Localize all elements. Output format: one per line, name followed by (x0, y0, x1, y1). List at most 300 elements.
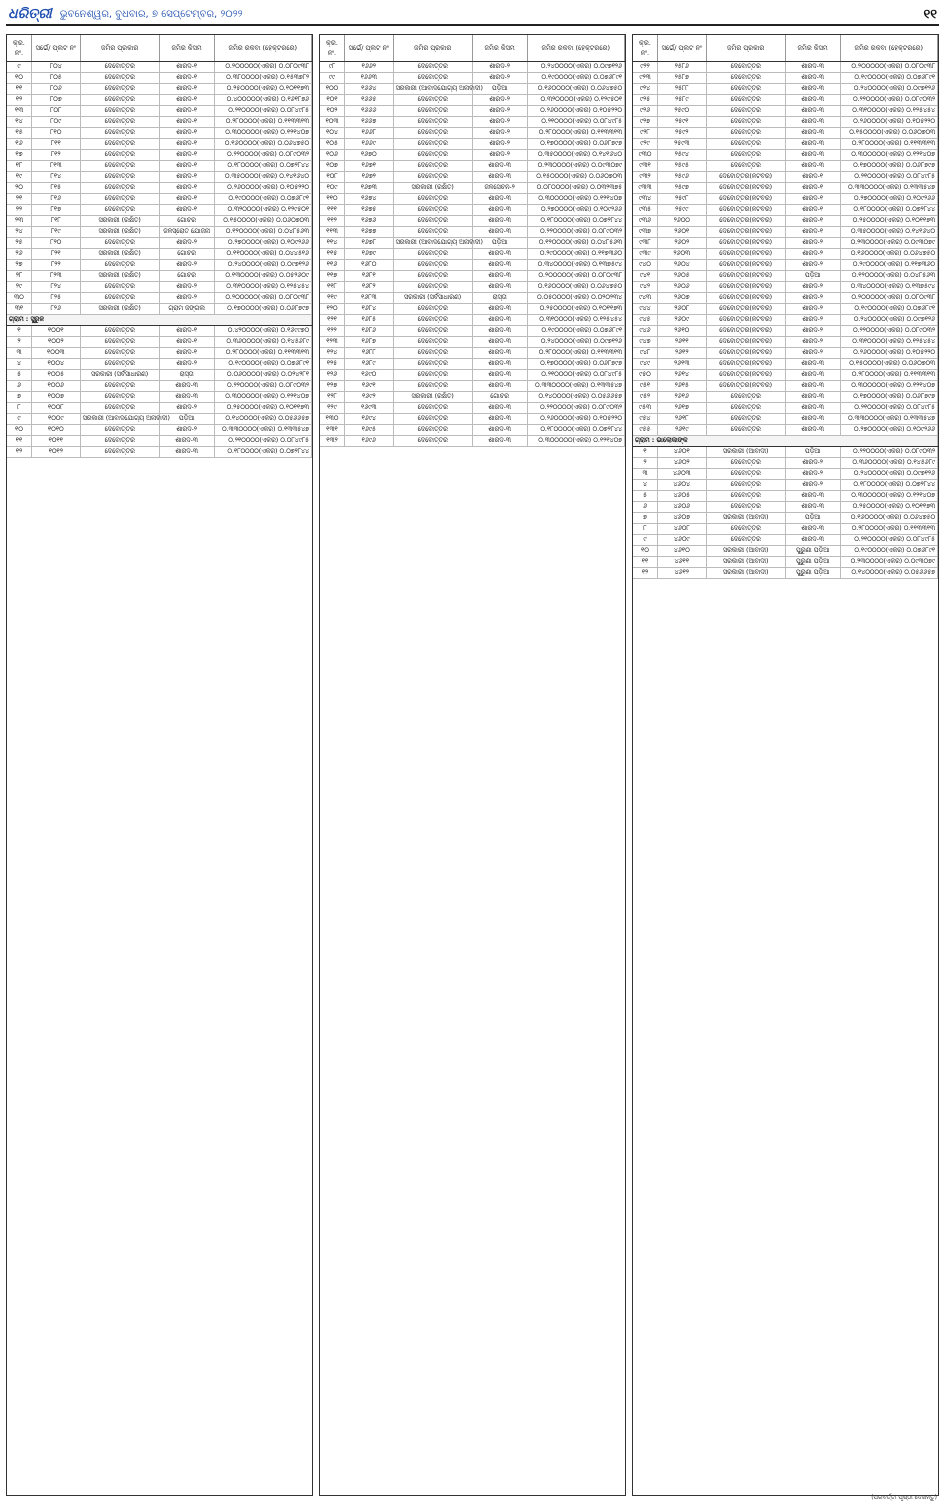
land-class: ଶାରଦ-୩ (785, 403, 840, 414)
area-acre: ୦.୨୧୦୦୦୦(ଏକର) (541, 118, 592, 125)
table-row (633, 117, 938, 128)
area-hectare: ୦.୧୨୫୪୫୪ (906, 107, 935, 114)
land-type: ଦେବୋତ୍ତର(ନଟବର) (706, 282, 785, 293)
plot-number: ୧୬୮୦ (344, 260, 393, 271)
plot-number: ୨୬୧୫ (657, 381, 706, 392)
area-acre: ୦.୨୬୦୦୦୦(ଏକର) (540, 107, 591, 114)
land-area (840, 172, 937, 183)
serial-number: ୯୩୯ (633, 249, 657, 260)
land-area (214, 359, 311, 370)
plot-number: ୧୦୦୫ (31, 370, 80, 381)
area-hectare: ୦.୧୦୯୨୬୬ (593, 206, 622, 213)
table-row (320, 359, 625, 370)
land-type: ସରକାରୀ (ଆବାଦଯୋଗ୍ୟ ଅନାବାଦୀ) (393, 238, 472, 249)
land-area (214, 447, 311, 458)
land-area (840, 304, 937, 315)
area-hectare: ୦.୦୬୪୭୫୦ (277, 140, 309, 147)
land-type: ଦେବୋତ୍ତର(ନଟବର) (706, 216, 785, 227)
land-class: ଶାରଦ-୩ (785, 359, 840, 370)
area-hectare: ୦.୦୯୭୧୨୬ (906, 316, 935, 323)
serial-number: ୯୨୪ (633, 84, 657, 95)
area-hectare: ୦.୦୬୪୭୫୦ (590, 85, 622, 92)
area-hectare: ୦.୦୭୬୮୯୧ (593, 74, 622, 81)
land-area (840, 480, 937, 491)
area-hectare: ୦.୦୭୨୮୪୪ (279, 448, 309, 455)
plot-number: ୪୬୧୨ (657, 568, 706, 579)
serial-number: ୨୪ (7, 227, 31, 238)
table-row (320, 106, 625, 117)
land-area (214, 260, 311, 271)
land-type: ଦେବୋତ୍ତର (393, 205, 472, 216)
plot-number: ୧୬୬୮ (344, 128, 393, 139)
land-area (840, 326, 937, 337)
plot-number: ୨୫୮୭ (657, 73, 706, 84)
area-acre: ୦.୨୬୦୦୦୦(ଏକର) (853, 118, 904, 125)
plot-number: ୨୫୯୨ (657, 128, 706, 139)
plot-number: ୮୦୫ (31, 73, 80, 84)
table-row (7, 216, 312, 227)
land-type: ଦେବୋତ୍ତର (80, 183, 159, 194)
plot-number: ୧୬୯୫ (344, 425, 393, 436)
land-area (214, 172, 311, 183)
serial-number: ୧୦୬ (320, 150, 344, 161)
area-acre: ୦.୦୮୦୦୦୦(ଏକର) (536, 184, 589, 191)
table-row (633, 227, 938, 238)
area-acre: ୦.୨୮୦୦୦୦(ଏକର) (538, 349, 589, 356)
table-row (633, 568, 938, 579)
land-class: ପୁରୁଣା ପଡ଼ିଆ (785, 557, 840, 568)
column-header: ସର୍ଭେ/ ପ୍ଲଟ ନଂ (657, 35, 706, 62)
land-area (214, 216, 311, 227)
plot-number: ୨୬୧୮ (657, 414, 706, 425)
area-hectare: ୦.୧୦୧୧୭୩ (592, 305, 622, 312)
land-area (214, 84, 311, 95)
area-hectare: ୦.୦୩୨୩୭୫ (590, 184, 622, 191)
table-row (7, 304, 312, 315)
land-type: ଦେବୋତ୍ତର (393, 95, 472, 106)
area-hectare: ୦.୦୮୯୦୩୨ (278, 151, 309, 158)
table-row (7, 62, 312, 73)
land-area (840, 513, 937, 524)
serial-number: ୪ (633, 480, 657, 491)
land-type: ଦେବୋତ୍ତର (80, 139, 159, 150)
serial-number: ୯ (7, 414, 31, 425)
plot-number: ୨୬୧୧ (657, 337, 706, 348)
table-row (633, 260, 938, 271)
land-area (214, 392, 311, 403)
land-area (840, 392, 937, 403)
area-acre: ୦.୨୨୦୦୦୦(ଏକର) (226, 151, 277, 158)
plot-number: ୧୬୯୬ (344, 436, 393, 447)
serial-number: ୧୭ (7, 150, 31, 161)
area-hectare: ୦.୧୦୫୨୨୦ (592, 107, 622, 114)
land-type: ସରକାରୀ (ସର୍ବସାଧାରଣ) (393, 293, 472, 304)
table-row (633, 304, 938, 315)
land-type: ଦେବୋତ୍ତର(ନଟବର) (706, 304, 785, 315)
land-class: ଶାରଦ-୩ (472, 271, 527, 282)
land-type: ସରକାରୀ (ରକ୍ଷିତ) (80, 216, 159, 227)
serial-number: ୯୨୭ (633, 117, 657, 128)
area-acre: ୦.୨୦୦୦୦୦(ଏକର) (225, 294, 277, 301)
plot-number: ୨୬୦୯ (657, 315, 706, 326)
land-area (214, 95, 311, 106)
plot-number: ୧୬୭୯ (344, 249, 393, 260)
land-area (214, 227, 311, 238)
area-hectare: ୦.୦୬୦୭୦୩ (902, 360, 935, 367)
table-row (633, 139, 938, 150)
column-header: ଜମିର କିସମ (159, 35, 214, 62)
land-type: ସରକାରୀ (ରକ୍ଷିତ) (80, 227, 159, 238)
column-header: କ୍ର. ନଂ. (7, 35, 31, 62)
serial-number: ୯୯ (320, 73, 344, 84)
land-class: ଶାରଦ-୧ (159, 106, 214, 117)
area-hectare: ୦.୧୧୩୩୧୩ (277, 349, 309, 356)
serial-number: ୯୨୫ (633, 95, 657, 106)
land-class: ପଡ଼ିଆ (472, 84, 527, 95)
serial-number: ୫ (633, 491, 657, 502)
area-acre: ୦.୨୪୦୦୦୦(ଏକର) (227, 261, 279, 268)
area-acre: ୦.୩୧୦୦୦୦(ଏକର) (852, 107, 905, 114)
land-class: ଶାରଦ-୨ (472, 150, 527, 161)
land-area (527, 315, 624, 326)
serial-number: ୧ (633, 447, 657, 458)
area-acre: ୦.୧୯୦୦୦୦(ଏକର) (541, 74, 592, 81)
land-type: ସରକାରୀ (ରକ୍ଷିତ) (80, 249, 159, 260)
land-class: ଶାରଦ-୨ (472, 95, 527, 106)
page-number: ୧୧ (923, 6, 937, 22)
land-type: ଦେବୋତ୍ତର (393, 359, 472, 370)
area-acre: ୦.୩୧୦୦୦୦(ଏକର) (852, 338, 905, 345)
area-hectare: ୦.୦୮୪୯୮୫ (906, 536, 935, 543)
land-type: ଦେବୋତ୍ତର(ନଟବର) (706, 238, 785, 249)
land-type: ଦେବୋତ୍ତର (80, 359, 159, 370)
serial-number: ୧୦୭ (320, 161, 344, 172)
area-acre: ୦.୩୮୦୦୦୦(ଏକର) (226, 74, 278, 81)
area-hectare: ୦.୦୯୩୦୭୯ (904, 239, 935, 246)
land-class: ଶାରଦ-୩ (785, 491, 840, 502)
land-class: ଶାରଦ-୨ (785, 260, 840, 271)
plot-number: ୮୨୩ (31, 271, 80, 282)
table-row (633, 161, 938, 172)
land-area (840, 150, 937, 161)
land-area (214, 106, 311, 117)
serial-number: ୧୦୨ (320, 106, 344, 117)
plot-number: ୪୬୦୩ (657, 469, 706, 480)
plot-number: ୧୦୦୬ (31, 381, 80, 392)
land-area (527, 425, 624, 436)
serial-number: ୯୩୨ (633, 172, 657, 183)
serial-number: ୯୩୦ (633, 150, 657, 161)
plot-number: ୪୬୦୮ (657, 524, 706, 535)
land-table-2 (320, 35, 625, 447)
plot-number: ୧୬୯୧ (344, 381, 393, 392)
plot-number: ୧୬୭୭ (344, 227, 393, 238)
table-row (633, 458, 938, 469)
area-hectare: ୦.୦୬୪୭୫୦ (903, 250, 935, 257)
area-acre: ୦.୨୪୦୦୦୦(ଏକର) (540, 63, 592, 70)
area-hectare: ୦.୧୧୭୩୬୦ (591, 250, 622, 257)
land-area (214, 381, 311, 392)
area-hectare: ୦.୧୪୫୬୮୯ (906, 459, 935, 466)
land-area (214, 414, 311, 425)
land-type: ଦେବୋତ୍ତର (706, 458, 785, 469)
area-acre: ୦.୧୩୦୦୦୦(ଏକର) (225, 272, 278, 279)
plot-number: ୨୬୧୭ (657, 403, 706, 414)
serial-number: ୧୦୪ (320, 128, 344, 139)
plot-number: ୮୧୬ (31, 194, 80, 205)
plot-number: ୧୦୦୧ (31, 326, 80, 337)
area-hectare: ୦.୦୮୯୦୩୨ (904, 327, 935, 334)
area-acre: ୦.୨୫୦୦୦୦(ଏକର) (852, 217, 904, 224)
land-type: ଦେବୋତ୍ତର (80, 238, 159, 249)
land-area (527, 62, 624, 73)
serial-number: ୧୨୯ (320, 403, 344, 414)
table-row (7, 414, 312, 425)
area-acre: ୦.୧୫୦୦୦୦(ଏକର) (536, 173, 587, 180)
serial-number: ୪ (7, 359, 31, 370)
land-type: ଦେବୋତ୍ତର (706, 95, 785, 106)
table-row (320, 249, 625, 260)
area-hectare: ୦.୦୪୮୫୬୩ (277, 228, 309, 235)
land-class: ଶାରଦ-୩ (159, 447, 214, 458)
land-type: ଦେବୋତ୍ତର(ନଟବର) (706, 315, 785, 326)
table-row (7, 84, 312, 95)
serial-number: ୧୨ (7, 447, 31, 458)
land-type: ଦେବୋତ୍ତର (393, 282, 472, 293)
serial-number: ୧୧ (633, 557, 657, 568)
land-area (840, 194, 937, 205)
land-area (840, 227, 937, 238)
area-hectare: ୦.୦୯୭୧୨୬ (280, 261, 309, 268)
area-hectare: ୦.୦୮୪୯୮୫ (280, 107, 309, 114)
serial-number: ୧୩୨ (320, 436, 344, 447)
area-hectare: ୦.୦୯୭୧୨୬ (906, 470, 935, 477)
serial-number: ୭ (633, 513, 657, 524)
serial-number: ୯୮ (320, 62, 344, 73)
land-type: ଦେବୋତ୍ତର (706, 480, 785, 491)
plot-number: ୨୬୧୦ (657, 326, 706, 337)
column-2 (319, 34, 626, 1496)
land-area (214, 238, 311, 249)
land-class: ଶାରଦ-୨ (785, 326, 840, 337)
land-type: ଦେବୋତ୍ତର (393, 216, 472, 227)
serial-number: ୧୨୪ (320, 348, 344, 359)
table-row (633, 326, 938, 337)
plot-number: ୧୬୭୧ (344, 161, 393, 172)
area-acre: ୦.୨୬୦୦୦୦(ଏକର) (227, 184, 278, 191)
area-hectare: ୦.୧୩୩୫୪୭ (590, 382, 622, 389)
table-row (320, 194, 625, 205)
area-hectare: ୦.୦୪୪୫୧୬ (278, 250, 309, 257)
land-type: ଦେବୋତ୍ତର (80, 73, 159, 84)
table-row (633, 403, 938, 414)
plot-number: ୨୬୦୬ (657, 282, 706, 293)
serial-number: ୯୩୫ (633, 205, 657, 216)
area-acre: ୦.୨୫୦୦୦୦(ଏକର) (226, 404, 278, 411)
land-class: ଶାରଦ-୨ (785, 315, 840, 326)
table-row (320, 348, 625, 359)
plot-number: ୧୬୮୯ (344, 359, 393, 370)
area-hectare: ୦.୧୨୫୪୫୪ (280, 283, 309, 290)
area-hectare: ୦.୧୪୧୬୪୦ (592, 151, 622, 158)
table-row (7, 227, 312, 238)
table-row (7, 282, 312, 293)
plot-number: ୧୬୭୨ (344, 172, 393, 183)
area-hectare: ୦.୧୦୯୨୬୬ (280, 239, 309, 246)
area-acre: ୦.୨୨୦୦୦୦(ଏକର) (852, 96, 903, 103)
plot-number: ୧୬୮୮ (344, 348, 393, 359)
table-row (7, 238, 312, 249)
area-hectare: ୦.୦୭୨୮୪୪ (279, 162, 309, 169)
land-type: ଦେବୋତ୍ତର (706, 502, 785, 513)
table-row (7, 194, 312, 205)
area-hectare: ୦.୧୦୫୨୨୦ (905, 349, 935, 356)
land-type: ଦେବୋତ୍ତର (80, 260, 159, 271)
plot-number: ୮୦୭ (31, 95, 80, 106)
plot-number: ୨୫୯୮ (657, 194, 706, 205)
area-hectare: ୦.୧୦୧୧୭୩ (905, 503, 935, 510)
brand-logo: ଧରିତ୍ରୀ (8, 6, 52, 22)
plot-number: ୪୬୦୫ (657, 491, 706, 502)
land-type: ଦେବୋତ୍ତର (706, 524, 785, 535)
serial-number: ୯୪୭ (633, 337, 657, 348)
land-type: ଦେବୋତ୍ତର (80, 95, 159, 106)
land-type: ଦେବୋତ୍ତର (393, 348, 472, 359)
land-type: ଦେବୋତ୍ତର (393, 414, 472, 425)
table-row (633, 73, 938, 84)
column-header: ସର୍ଭେ/ ପ୍ଲଟ ନଂ (31, 35, 80, 62)
plot-number: ୧୬୮୭ (344, 337, 393, 348)
serial-number: ୯୪୧ (633, 271, 657, 282)
area-hectare: ୦.୧୫୩୭୮୨ (280, 74, 309, 81)
land-class: ଶାରଦ-୩ (159, 381, 214, 392)
area-acre: ୦.୧୫୦୦୦୦(ଏକର) (849, 360, 900, 367)
table-row (320, 62, 625, 73)
table-row (633, 128, 938, 139)
area-hectare: ୦.୧୦୯୨୬୬ (906, 195, 935, 202)
land-class: ଶାରଦ-୩ (472, 205, 527, 216)
land-class: ଶାରଦ-୩ (472, 260, 527, 271)
land-type: ଦେବୋତ୍ତର (80, 348, 159, 359)
land-type: ଦେବୋତ୍ତର (80, 84, 159, 95)
land-type: ଦେବୋତ୍ତର (80, 337, 159, 348)
land-area (214, 62, 311, 73)
land-class: ଶାରଦ-୩ (472, 194, 527, 205)
area-hectare: ୦.୦୬୮୭୯୭ (905, 162, 935, 169)
serial-number: ୨୧ (7, 194, 31, 205)
area-hectare: ୦.୦୬୮୭୯୭ (279, 305, 309, 312)
land-class: ଶାରଦ-୩ (472, 227, 527, 238)
plot-number: ୮୦୯ (31, 117, 80, 128)
table-row (320, 205, 625, 216)
table-row (320, 293, 625, 304)
plot-number: ୧୬୬୨ (344, 62, 393, 73)
serial-number: ୧୨୫ (320, 359, 344, 370)
table-row (7, 348, 312, 359)
serial-number: ୧୨ (633, 568, 657, 579)
land-type: ଦେବୋତ୍ତର (706, 128, 785, 139)
land-area (840, 414, 937, 425)
land-type: ଦେବୋତ୍ତର(ନଟବର) (706, 348, 785, 359)
table-row (7, 117, 312, 128)
serial-number: ୯୪୯ (633, 359, 657, 370)
column-1 (6, 34, 313, 1496)
serial-number: ୧୨୧ (320, 315, 344, 326)
serial-number: ୯୨୬ (633, 106, 657, 117)
serial-number: ୧୬ (7, 139, 31, 150)
table-row (7, 403, 312, 414)
area-acre: ୦.୩୦୦୦୦୦(ଏକର) (851, 492, 905, 499)
table-row (633, 84, 938, 95)
land-class: ପଡ଼ିଆ (785, 513, 840, 524)
land-class: ଶାରଦ-୩ (785, 381, 840, 392)
area-hectare: ୦.୦୮୯୦୩୨ (591, 228, 622, 235)
serial-number: ୨ (7, 337, 31, 348)
land-type: ଦେବୋତ୍ତର (393, 73, 472, 84)
land-class: ଗୋଚର (472, 392, 527, 403)
plot-number: ୮୧୧ (31, 139, 80, 150)
land-class: ଜଳସ୍ରୋତ ଯୋଜନା (159, 227, 214, 238)
area-hectare: ୦.୧୦୧୧୭୩ (905, 217, 935, 224)
land-type: ଦେବୋତ୍ତର (706, 117, 785, 128)
area-acre: ୦.୧୯୦୦୦୦(ଏକର) (541, 327, 592, 334)
land-area (214, 249, 311, 260)
table-row (633, 425, 938, 436)
table-row (633, 469, 938, 480)
land-area (527, 172, 624, 183)
table-row (320, 161, 625, 172)
area-hectare: ୦.୦୬୪୭୫୦ (903, 514, 935, 521)
serial-number: ୯୫୧ (633, 381, 657, 392)
area-hectare: ୦.୦୮୦୯୩୮ (278, 294, 309, 301)
area-acre: ୦.୨୭୦୦୦୦(ଏକର) (853, 195, 905, 202)
column-header: ଜମିର ରକବା (ହେକ୍ଟରରେ) (527, 35, 624, 62)
serial-number: ୧୦୩ (320, 117, 344, 128)
plot-number: ୨୬୧୪ (657, 370, 706, 381)
land-area (840, 458, 937, 469)
land-class: ଶାରଦ-୨ (785, 238, 840, 249)
area-hectare: ୦.୧୩୩୫୪୭ (277, 426, 309, 433)
plot-number: ୧୬୯୦ (344, 370, 393, 381)
table-row (633, 524, 938, 535)
table-row (633, 106, 938, 117)
area-acre: ୦.୦୫୦୦୦୦(ଏକର) (536, 294, 590, 301)
land-class: ଶାରଦ-୧ (785, 227, 840, 238)
column-header: ଜମିର କିସମ (785, 35, 840, 62)
table-row (7, 359, 312, 370)
area-hectare: ୦.୧୩୩୫୪୭ (903, 415, 935, 422)
plot-number: ୧୬୭୦ (344, 150, 393, 161)
land-class: ଶାରଦ-୩ (785, 392, 840, 403)
land-class: ଶାରଦ-୧ (159, 348, 214, 359)
land-area (214, 293, 311, 304)
area-acre: ୦.୧୭୦୦୦୦(ଏକର) (540, 140, 591, 147)
land-class: ଶାରଦ-୩ (472, 216, 527, 227)
land-class: ଶାରଦ-୩ (472, 425, 527, 436)
table-row (633, 348, 938, 359)
land-area (527, 249, 624, 260)
area-hectare: ୦.୦୯୭୧୨୬ (593, 63, 622, 70)
table-row (633, 535, 938, 546)
plot-number: ୮୧୮ (31, 216, 80, 227)
land-class: ଶାରଦ-୩ (785, 502, 840, 513)
area-acre: ୦.୪୦୦୦୦୦(ଏକର) (226, 96, 279, 103)
table-row (633, 205, 938, 216)
land-class: ଶାରଦ-୩ (472, 161, 527, 172)
area-acre: ୦.୧୧୦୦୦୦(ଏକର) (226, 250, 277, 257)
area-hectare: ୦.୧୨୫୪୫୪ (906, 338, 935, 345)
land-type: ଦେବୋତ୍ତର (80, 392, 159, 403)
